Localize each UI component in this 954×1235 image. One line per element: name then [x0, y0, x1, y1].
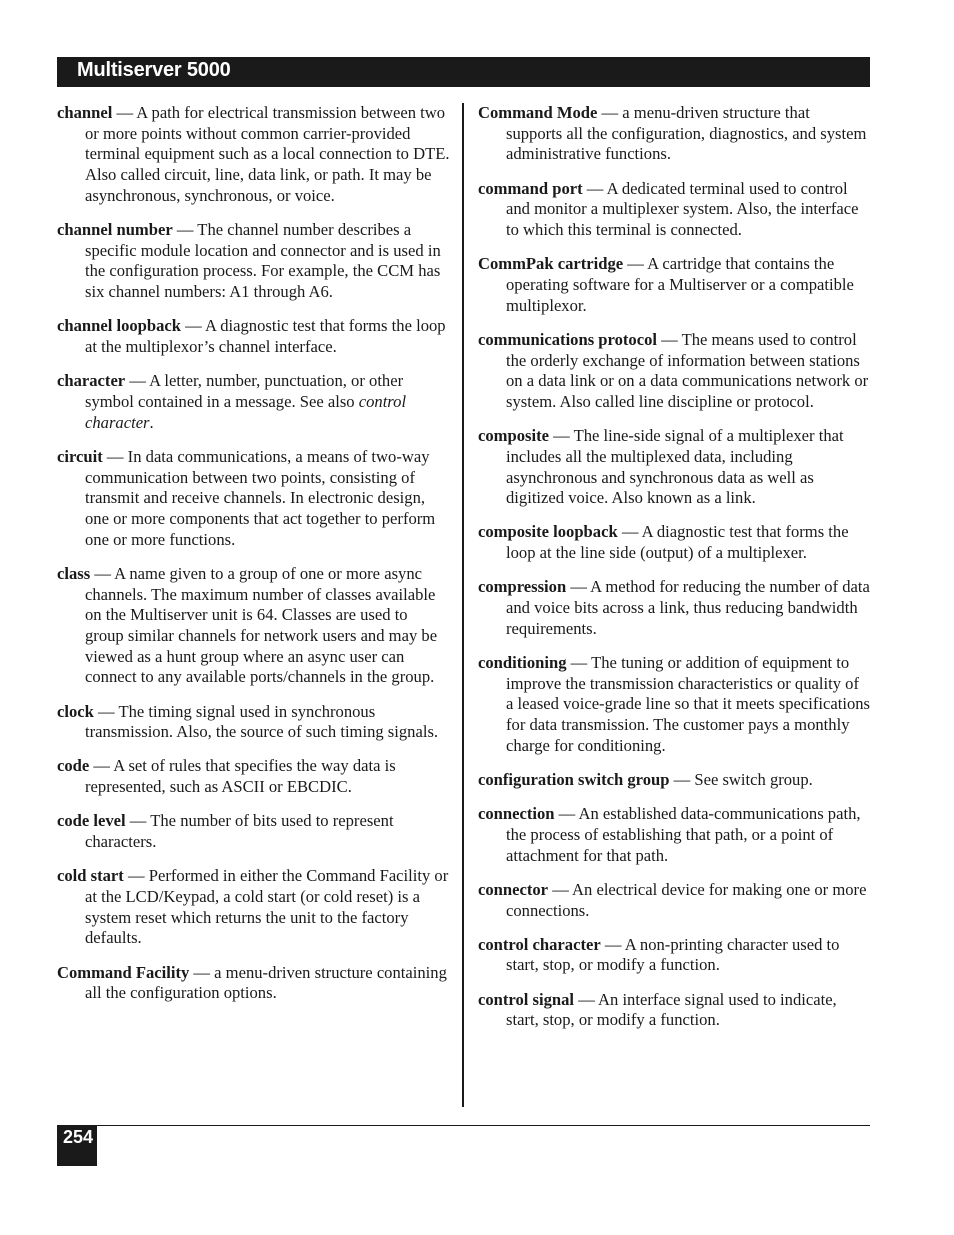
- glossary-term: control signal: [478, 989, 575, 1009]
- glossary-definition: — A path for electrical transmission between two or more points without common carrier-provided terminal equipment such as a local connection to DTE. Also called circuit, line, data link, or path. It may be asynchronous, synchronous, or voice.: [85, 103, 450, 205]
- glossary-definition: — A name given to a group of one or more async channels. The maximum number of classes available on the Multiserver unit is 64. Classes are used to group similar channels for network users and may be viewed as a hunt group where an async user can connect to any available ports/channels in the group.: [85, 563, 438, 687]
- glossary-definition: — A dedicated terminal used to control and monitor a multiplexer system. Also, the interface to which this terminal is connected.: [506, 178, 859, 240]
- glossary-definition: — An established data-communications path, the process of establishing that path, or a point of attachment for that path.: [506, 804, 861, 865]
- footer-rule: [57, 1125, 870, 1126]
- glossary-definition: — In data communications, a means of two-way communication between two points, consisting of transmit and receive channels. In electronic design, one or more components that act together to perform one or more functions.: [85, 446, 436, 549]
- glossary-definition: — The timing signal used in synchronous transmission. Also, the source of such timing signals.: [85, 701, 439, 742]
- glossary-definition: — A diagnostic test that forms the loop at the line side (output) of a multiplexer.: [506, 522, 849, 563]
- glossary-definition: — a menu-driven structure containing all the configuration options.: [85, 962, 447, 1003]
- glossary-term: clock: [57, 701, 94, 721]
- glossary-term: class: [57, 563, 91, 583]
- glossary-definition-end: .: [149, 412, 154, 432]
- glossary-entry: [57, 447, 450, 551]
- glossary-definition: — The line-side signal of a multiplexer that includes all the multiplexed data, including asynchronous and synchronous data as well as digitized voice. Also known as a link.: [506, 426, 844, 508]
- glossary-entry: [57, 702, 450, 743]
- glossary-term: configuration switch group: [478, 769, 670, 789]
- glossary-definition: — The number of bits used to represent characters.: [85, 811, 394, 852]
- glossary-term: code: [57, 756, 90, 776]
- glossary-entry: [478, 426, 870, 509]
- glossary-entry: [57, 371, 450, 433]
- glossary-term: channel: [57, 103, 113, 122]
- glossary-term: composite: [478, 426, 549, 446]
- glossary-term: communications protocol: [478, 329, 657, 349]
- glossary-term: control character: [478, 934, 601, 954]
- glossary-term: circuit: [57, 446, 103, 466]
- glossary-term: composite loopback: [478, 522, 618, 542]
- glossary-definition: — A cartridge that contains the operating software for a Multiserver or a compatible multiplexor.: [506, 254, 854, 315]
- glossary-term: command port: [478, 178, 583, 198]
- glossary-definition: — A diagnostic test that forms the loop at the multiplexor’s channel interface.: [85, 316, 446, 357]
- glossary-entry: [478, 103, 870, 165]
- glossary-entry: [478, 179, 870, 241]
- glossary-term: channel number: [57, 220, 173, 240]
- glossary-definition: — a menu-driven structure that supports all the configuration, diagnostics, and system administrative functions.: [506, 103, 867, 164]
- glossary-definition: — The means used to control the orderly exchange of information between stations on a data link or on a data communications network or system. Also called line discipline or protocol.: [506, 329, 869, 411]
- glossary-definition: — See switch group.: [669, 769, 813, 789]
- glossary-entry: [57, 316, 450, 357]
- glossary-definition: — An electrical device for making one or more connections.: [506, 879, 867, 920]
- glossary-definition: — A letter, number, punctuation, or other symbol contained in a message. See also: [85, 371, 404, 411]
- glossary-definition: — The channel number describes a specific module location and connector and is used in the configuration process. For example, the CCM has six channel numbers: A1 through A6.: [85, 220, 441, 302]
- column-divider: [462, 103, 464, 1107]
- glossary-entry: [478, 330, 870, 413]
- glossary-entry: [478, 804, 870, 866]
- glossary-definition: — The tuning or addition of equipment to improve the transmission characteristics or quality of a leased voice-grade line so that it meets specifications for data transmission. The customer pays a monthly charge for conditioning.: [506, 652, 871, 755]
- glossary-entry: [478, 577, 870, 639]
- glossary-term: CommPak cartridge: [478, 254, 624, 274]
- page-header-bar: [57, 57, 870, 87]
- glossary-term: character: [57, 371, 126, 391]
- glossary-definition: — An interface signal used to indicate, start, stop, or modify a function.: [506, 989, 837, 1030]
- page-number-box: [57, 1125, 97, 1166]
- glossary-entry: [57, 866, 450, 949]
- glossary-entry: [57, 811, 450, 852]
- cross-reference: control character: [85, 391, 407, 432]
- glossary-entry: [57, 564, 450, 688]
- glossary-entry: [478, 522, 870, 563]
- glossary-entry: [57, 756, 450, 797]
- glossary-column-left: [57, 103, 450, 1018]
- glossary-entry: [57, 963, 450, 1004]
- page-number: 254: [63, 1127, 94, 1147]
- glossary-definition: — A non-printing character used to start, stop, or modify a function.: [506, 934, 840, 975]
- glossary-column-right: [478, 103, 870, 1045]
- glossary-entry: [57, 220, 450, 303]
- glossary-entry: [57, 103, 450, 207]
- glossary-entry: [478, 990, 870, 1031]
- glossary-entry: [478, 935, 870, 976]
- glossary-entry: [478, 254, 870, 316]
- glossary-definition: — Performed in either the Command Facility or at the LCD/Keypad, a cold start (or cold reset) is a system reset which returns the unit to the factory defaults.: [85, 866, 449, 948]
- glossary-term: Command Facility: [57, 962, 190, 982]
- glossary-term: conditioning: [478, 652, 567, 672]
- glossary-definition: — A set of rules that specifies the way data is represented, such as ASCII or EBCDIC.: [85, 756, 396, 797]
- glossary-entry: [478, 653, 870, 757]
- glossary-term: channel loopback: [57, 316, 182, 336]
- glossary-term: compression: [478, 577, 567, 597]
- glossary-term: Command Mode: [478, 103, 598, 122]
- glossary-term: code level: [57, 811, 126, 831]
- glossary-definition: — A method for reducing the number of data and voice bits across a link, thus reducing bandwidth requirements.: [506, 577, 870, 638]
- page-header-title: Multiserver 5000: [77, 59, 231, 81]
- glossary-term: connector: [478, 879, 549, 899]
- glossary-entry: [478, 770, 870, 791]
- glossary-term: cold start: [57, 866, 124, 886]
- glossary-term: connection: [478, 804, 555, 824]
- glossary-entry: [478, 880, 870, 921]
